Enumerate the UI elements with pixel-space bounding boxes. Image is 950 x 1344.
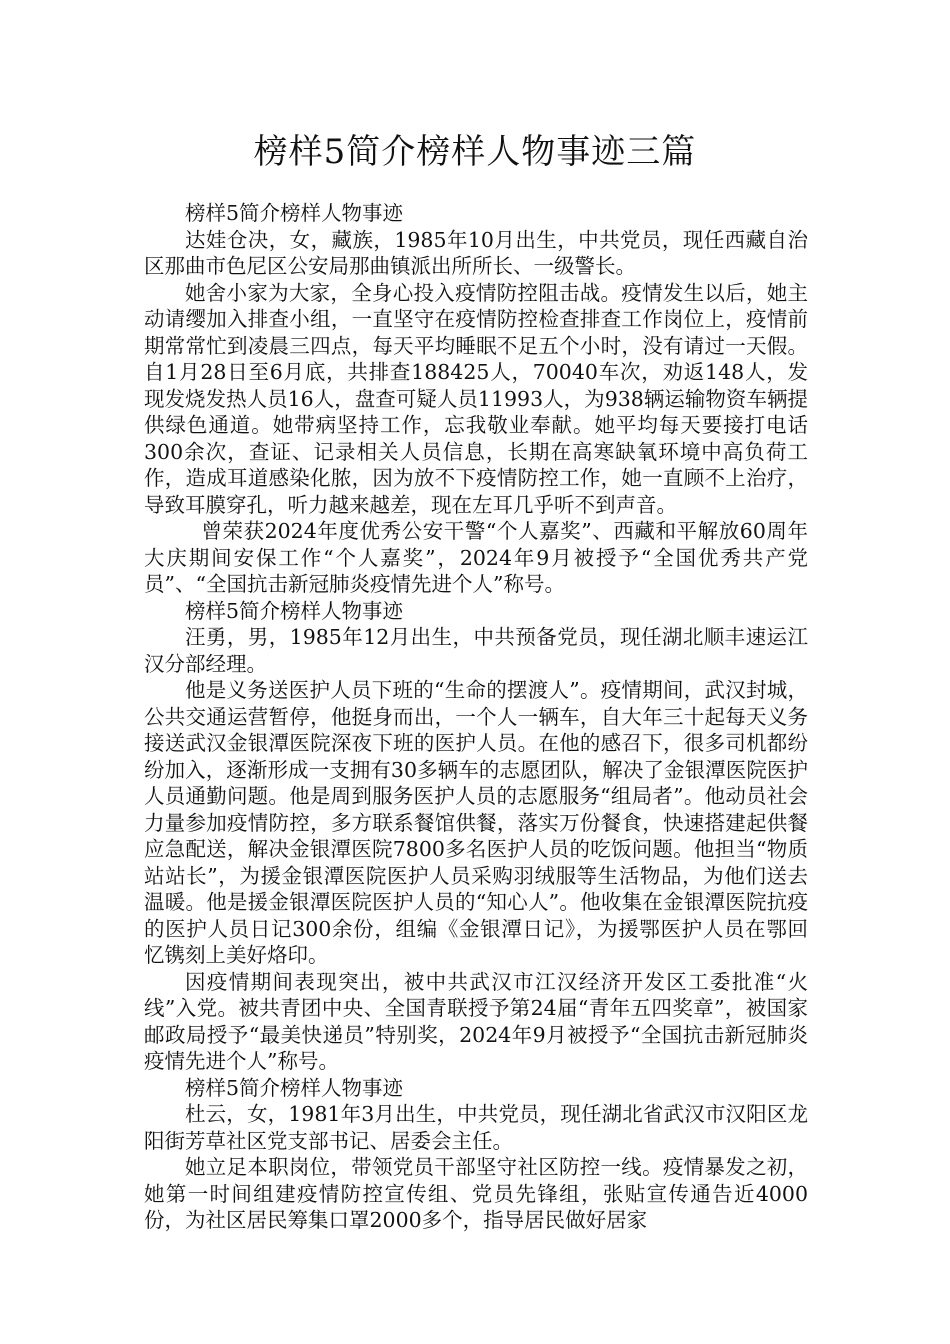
paragraph: 因疫情期间表现突出，被中共武汉市江汉经济开发区工委批准“火线”入党。被共青团中央、全国青联授予第24届“青年五四奖章”，被国家邮政局授予“最美快递员”特别奖，2024年9月被授予“全国抗击新冠肺炎疫情先进个人”称号。 bbox=[144, 969, 808, 1073]
paragraph: 她舍小家为大家，全身心投入疫情防控阻击战。疫情发生以后，她主动请缨加入排查小组，一直坚守在疫情防控检查排查工作岗位上，疫情前期常常忙到凌晨三四点，每天平均睡眠不足五个小时，没有请过一天假。自1月28日至6月底，共排查188425人，70040车次，劝返148人，发现发烧发热人员16人，盘查可疑人员11993人，为938辆运输物资车辆提供绿色通道。她带病坚持工作，忘我敬业奉献。她平均每天要接打电话300余次，查证、记录相关人员信息，长期在高寒缺氧环境中高负荷工作，造成耳道感染化脓，因为放不下疫情防控工作，她一直顾不上治疗，导致耳膜穿孔，听力越来越差，现在左耳几乎听不到声音。 bbox=[144, 280, 808, 517]
paragraph: 杜云，女，1981年3月出生，中共党员，现任湖北省武汉市汉阳区龙阳街芳草社区党支部书记、居委会主任。 bbox=[144, 1102, 808, 1153]
paragraph: 她立足本职岗位，带领党员干部坚守社区防控一线。疫情暴发之初，她第一时间组建疫情防控宣传组、党员先锋组，张贴宣传通告近4000份，为社区居民筹集口罩2000多个，指导居民做好居家 bbox=[144, 1155, 808, 1232]
section-heading: 榜样5简介榜样人物事迹 bbox=[185, 201, 404, 225]
paragraph: 曾荣获2024年度优秀公安干警“个人嘉奖”、西藏和平解放60周年大庆期间安保工作“个人嘉奖”，2024年9月被授予“全国优秀共产党员”、“全国抗击新冠肺炎疫情先进个人”称号。 bbox=[144, 519, 808, 596]
paragraph: 他是义务送医护人员下班的“生命的摆渡人”。疫情期间，武汉封城，公共交通运营暂停，他挺身而出，一个人一辆车，自大年三十起每天义务接送武汉金银潭医院深夜下班的医护人员。在他的感召下，很多司机都纷纷加入，逐渐形成一支拥有30多辆车的志愿团队，解决了金银潭医院医护人员通勤问题。他是周到服务医护人员的志愿服务“组局者”。他动员社会力量参加疫情防控，多方联系餐馆供餐，落实万份餐食，快速搭建起供餐应急配送，解决金银潭医院7800多名医护人员的吃饭问题。他担当“物质站站长”，为援金银潭医院医护人员采购羽绒服等生活物品，为他们送去温暖。他是援金银潭医院医护人员的“知心人”。他收集在金银潭医院抗疫的医护人员日记300余份，组编《金银潭日记》，为援鄂医护人员在鄂回忆镌刻上美好烙印。 bbox=[144, 678, 808, 967]
paragraph: 达娃仓决，女，藏族，1985年10月出生，中共党员，现任西藏自治区那曲市色尼区公安局那曲镇派出所所长、一级警长。 bbox=[144, 227, 808, 278]
paragraph: 汪勇，男，1985年12月出生，中共预备党员，现任湖北顺丰速运江汉分部经理。 bbox=[144, 625, 808, 676]
document-body bbox=[144, 200, 808, 1234]
section-heading: 榜样5简介榜样人物事迹 bbox=[185, 1075, 404, 1100]
section-heading: 榜样5简介榜样人物事迹 bbox=[185, 598, 404, 623]
document-title: 榜样5简介榜样人物事迹三篇 bbox=[253, 132, 697, 172]
